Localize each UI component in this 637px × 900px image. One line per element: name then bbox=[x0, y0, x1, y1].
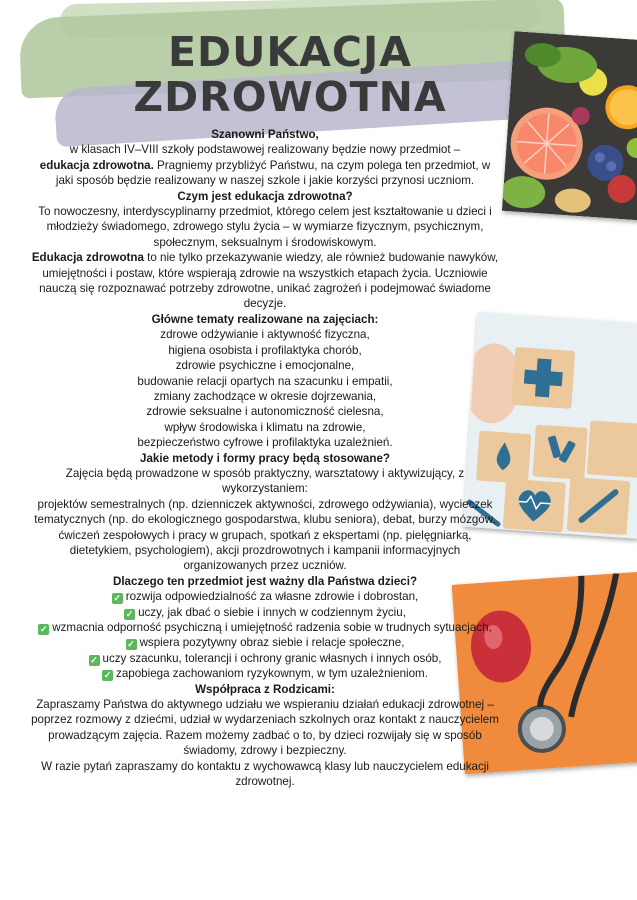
section-bold: Edukacja zdrowotna bbox=[31, 251, 144, 265]
topic-item: higiena osobista i profilaktyka chorób, bbox=[168, 343, 362, 357]
intro-bold: edukacja zdrowotna. bbox=[39, 158, 154, 172]
title-line-2: ZDROWOTNA bbox=[133, 73, 447, 121]
topic-item: zdrowie psychiczne i emocjonalne, bbox=[175, 359, 355, 373]
greeting: Szanowni Państwo, bbox=[211, 128, 319, 141]
section-text: Zajęcia będą prowadzone w sposób praktyczny, warsztatowy i aktywizujący, z wykorzystaniem: bbox=[65, 466, 465, 496]
topic-item: zdrowie seksualne i autonomiczność cielesna, bbox=[146, 405, 384, 419]
benefit-item bbox=[30, 651, 500, 666]
section-heading: Dlaczego ten przedmiot jest ważny dla Państwa dzieci? bbox=[112, 574, 418, 588]
intro-text-b: Pragniemy przybliżyć Państwu, na czym polega ten przedmiot, w jaki sposób będzie realizowany w naszej szkole i jakie korzyści przynosi uczniom. bbox=[55, 158, 491, 188]
section-text: W razie pytań zapraszamy do kontaktu z wychowawcą klasy lub nauczycielem edukacji zdrowotnej. bbox=[41, 759, 489, 789]
page-title bbox=[0, 30, 580, 120]
benefit-text: wzmacnia odporność psychiczną i umiejętność radzenia sobie w trudnych sytuacjach, bbox=[52, 621, 492, 634]
benefit-item bbox=[30, 666, 500, 681]
section-heading: Czym jest edukacja zdrowotna? bbox=[177, 189, 353, 203]
section-text: Zapraszamy Państwa do aktywnego udziału we wspieraniu działań edukacji zdrowotnej – poprzez rozmowy z dziećmi, udział w wydarzeniach szkolnych oraz kontakt z nauczycielem prowadzącym zajęcia. Razem możemy zadbać o to, by dzieci rozwijały się w sposób świadomy, zdrowy i bezpieczny. bbox=[31, 698, 499, 758]
benefit-text: uczy szacunku, tolerancji i ochrony granic własnych i innych osób, bbox=[102, 651, 442, 665]
section-text-cont: to nie tylko przekazywanie wiedzy, ale również budowanie nawyków, umiejętności i postaw, które wspierają zdrowie na wszystkich etapach życia. Uczniowie nauczą się rozpoznawać potrzeby zdrowotne, unikać zagrożeń i podejmować świadome decyzje. bbox=[39, 251, 499, 311]
section-text bbox=[30, 250, 500, 312]
intro-text-a: w klasach IV–VIII szkoły podstawowej realizowany będzie nowy przedmiot – bbox=[69, 143, 461, 157]
topic-item: budowanie relacji opartych na szacunku i empatii, bbox=[137, 374, 393, 388]
topic-item: bezpieczeństwo cyfrowe i profilaktyka uzależnień. bbox=[137, 436, 393, 450]
section-text: projektów semestralnych (np. dzienniczek aktywności, zdrowego odżywiania), wycieczek tematycznych (np. do ekologicznego gospodarstwa, klubu seniora), debat, burzy mózgów, ćwiczeń zespołowych i pracy w grupach, spotkań z ekspertami (np. pielęgniarką, dietetykiem, psychologiem), akcji prozdrowotnych i kampanii informacyjnych organizowanych przez uczniów. bbox=[34, 497, 496, 573]
topic-item: zmiany zachodzące w okresie dojrzewania, bbox=[153, 389, 377, 403]
section-heading: Główne tematy realizowane na zajęciach: bbox=[151, 312, 379, 326]
check-icon: ✓ bbox=[39, 624, 48, 634]
fruits-vegetables-photo bbox=[502, 31, 637, 221]
flyer-content bbox=[30, 127, 500, 789]
benefit-text: wspiera pozytywny obraz siebie i relacje społeczne, bbox=[139, 636, 405, 650]
check-icon: ✓ bbox=[127, 639, 135, 650]
benefit-text: uczy, jak dbać o siebie i innych w codziennym życiu, bbox=[138, 605, 406, 619]
intro-paragraph bbox=[30, 142, 500, 188]
topic-item: zdrowe odżywianie i aktywność fizyczna, bbox=[160, 328, 370, 342]
check-icon: ✓ bbox=[125, 608, 134, 619]
benefit-item bbox=[30, 605, 500, 620]
benefit-item bbox=[30, 635, 500, 650]
section-heading: Współpraca z Rodzicami: bbox=[195, 682, 335, 696]
check-icon: ✓ bbox=[113, 593, 121, 604]
title-line-1: EDUKACJA bbox=[168, 28, 412, 76]
benefit-item bbox=[30, 589, 500, 604]
topic-item: wpływ środowiska i klimatu na zdrowie, bbox=[164, 420, 366, 434]
section-text: To nowoczesny, interdyscyplinarny przedmiot, którego celem jest kształtowanie u dzieci i młodzieży świadomego, zdrowego stylu życia – w wymiarze fizycznym, psychicznym, społecznym, seksualnym i środowiskowym. bbox=[38, 205, 492, 249]
benefit-text: zapobiega zachowaniom ryzykownym, w tym uzależnieniom. bbox=[116, 667, 428, 681]
check-icon: ✓ bbox=[103, 670, 112, 681]
section-heading: Jakie metody i formy pracy będą stosowane? bbox=[140, 451, 390, 465]
check-icon: ✓ bbox=[90, 654, 98, 665]
benefit-item bbox=[30, 620, 500, 635]
fruits-vegetables-illustration bbox=[502, 31, 637, 221]
benefit-text: rozwija odpowiedzialność za własne zdrowie i dobrostan, bbox=[125, 590, 419, 604]
